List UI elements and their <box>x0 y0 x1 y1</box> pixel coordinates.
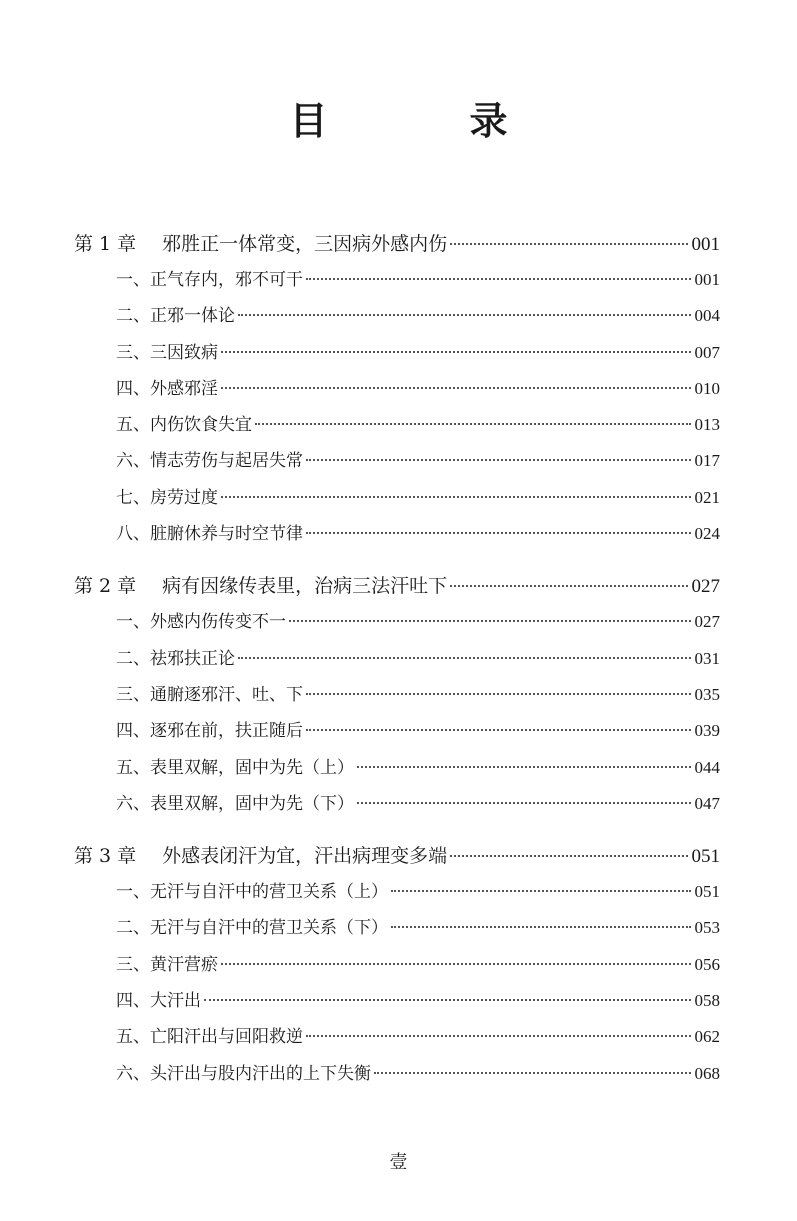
toc-entry[interactable] <box>74 713 720 749</box>
dot-leader <box>221 351 691 353</box>
section-page-number: 031 <box>694 648 720 668</box>
section-page-number: 056 <box>694 954 720 974</box>
dot-leader <box>357 766 691 768</box>
section-label: 六、情志劳伤与起居失常 <box>116 451 303 472</box>
toc-entry[interactable] <box>74 604 720 640</box>
toc-entry[interactable] <box>74 910 720 946</box>
chapter-heading[interactable] <box>74 226 720 262</box>
dot-leader <box>306 1035 691 1037</box>
dot-leader <box>306 693 691 695</box>
toc-entry[interactable] <box>74 262 720 298</box>
section-page-number: 024 <box>694 524 720 544</box>
section-page-number: 027 <box>694 612 720 632</box>
section-label: 八、脏腑休养与时空节律 <box>116 524 303 545</box>
section-page-number: 017 <box>694 451 720 471</box>
toc-entry[interactable] <box>74 786 720 822</box>
toc-entry[interactable] <box>74 407 720 443</box>
toc-entry[interactable] <box>74 983 720 1019</box>
section-label: 六、头汗出与股内汗出的上下失衡 <box>116 1063 371 1084</box>
dot-leader <box>221 963 691 965</box>
section-page-number: 001 <box>694 270 720 289</box>
dot-leader <box>306 278 691 280</box>
chapter-heading[interactable] <box>74 838 720 874</box>
section-page-number: 004 <box>694 306 720 326</box>
chapter-heading[interactable] <box>74 568 720 604</box>
toc-entry[interactable] <box>74 298 720 334</box>
section-page-number: 007 <box>694 342 720 362</box>
dot-leader <box>450 243 687 245</box>
section-page-number: 013 <box>694 415 720 435</box>
toc-entry[interactable] <box>74 1056 720 1092</box>
section-page-number: 062 <box>694 1027 720 1047</box>
section-label: 六、表里双解，固中为先（下） <box>116 793 354 814</box>
dot-leader <box>306 459 691 461</box>
dot-leader <box>450 585 687 587</box>
section-label: 四、外感邪淫 <box>116 378 218 399</box>
chapter-2 <box>74 568 720 822</box>
section-page-number: 068 <box>694 1063 720 1083</box>
chapter-1 <box>74 226 720 552</box>
section-label: 一、外感内伤传变不一 <box>116 612 286 633</box>
chapter-number: 第 2 章 <box>74 575 137 598</box>
dot-leader <box>306 532 691 534</box>
section-label: 五、内伤饮食失宜 <box>116 415 252 436</box>
toc-entry[interactable] <box>74 750 720 786</box>
chapter-title: 邪胜正一体常变，三因病外感内伤 <box>162 233 448 255</box>
toc-entry[interactable] <box>74 480 720 516</box>
dot-leader <box>391 890 691 892</box>
table-of-contents <box>74 226 720 1108</box>
dot-leader <box>204 999 691 1001</box>
toc-entry[interactable] <box>74 443 720 479</box>
section-label: 一、无汗与自汗中的营卫关系（上） <box>116 882 388 903</box>
section-page-number: 035 <box>694 684 720 704</box>
section-label: 四、大汗出 <box>116 991 201 1012</box>
dot-leader <box>238 314 691 316</box>
page-title: 目 录 <box>289 98 560 143</box>
dot-leader <box>221 387 691 389</box>
toc-entry[interactable] <box>74 516 720 552</box>
section-label: 三、黄汗营瘀 <box>116 954 218 975</box>
toc-entry[interactable] <box>74 677 720 713</box>
chapter-page-number: 051 <box>691 846 720 868</box>
section-label: 四、逐邪在前，扶正随后 <box>116 721 303 742</box>
section-label: 五、亡阳汗出与回阳救逆 <box>116 1027 303 1048</box>
dot-leader <box>374 1072 691 1074</box>
chapter-number: 第 3 章 <box>74 845 137 868</box>
dot-leader <box>255 423 691 425</box>
toc-entry[interactable] <box>74 371 720 407</box>
page-number-footer: 壹 <box>389 1152 408 1173</box>
toc-entry[interactable] <box>74 1019 720 1055</box>
dot-leader <box>306 729 691 731</box>
chapter-title: 外感表闭汗为宜，汗出病理变多端 <box>162 845 448 868</box>
toc-entry[interactable] <box>74 641 720 677</box>
section-page-number: 047 <box>694 793 720 813</box>
toc-entry[interactable] <box>74 874 720 910</box>
section-label: 三、三因致病 <box>116 342 218 363</box>
section-page-number: 051 <box>694 882 720 902</box>
section-page-number: 044 <box>694 757 720 777</box>
section-label: 一、正气存内，邪不可干 <box>116 270 303 290</box>
dot-leader <box>289 620 691 622</box>
chapter-page-number: 027 <box>691 576 720 598</box>
section-label: 二、正邪一体论 <box>116 306 235 327</box>
section-label: 三、通腑逐邪汗、吐、下 <box>116 684 303 705</box>
section-label: 二、无汗与自汗中的营卫关系（下） <box>116 918 388 939</box>
section-page-number: 039 <box>694 721 720 741</box>
chapter-number: 第 1 章 <box>74 233 137 255</box>
section-page-number: 010 <box>694 378 720 398</box>
dot-leader <box>238 657 691 659</box>
dot-leader <box>391 926 691 928</box>
dot-leader <box>357 802 691 804</box>
toc-entry[interactable] <box>74 335 720 371</box>
toc-entry[interactable] <box>74 947 720 983</box>
section-page-number: 021 <box>694 487 720 507</box>
section-page-number: 058 <box>694 991 720 1011</box>
section-label: 二、祛邪扶正论 <box>116 648 235 669</box>
chapter-page-number: 001 <box>691 234 720 255</box>
section-label: 七、房劳过度 <box>116 487 218 508</box>
dot-leader <box>221 496 691 498</box>
dot-leader <box>450 855 687 857</box>
section-page-number: 053 <box>694 918 720 938</box>
chapter-title: 病有因缘传表里，治病三法汗吐下 <box>162 575 448 598</box>
chapter-3 <box>74 838 720 1092</box>
section-label: 五、表里双解，固中为先（上） <box>116 757 354 778</box>
